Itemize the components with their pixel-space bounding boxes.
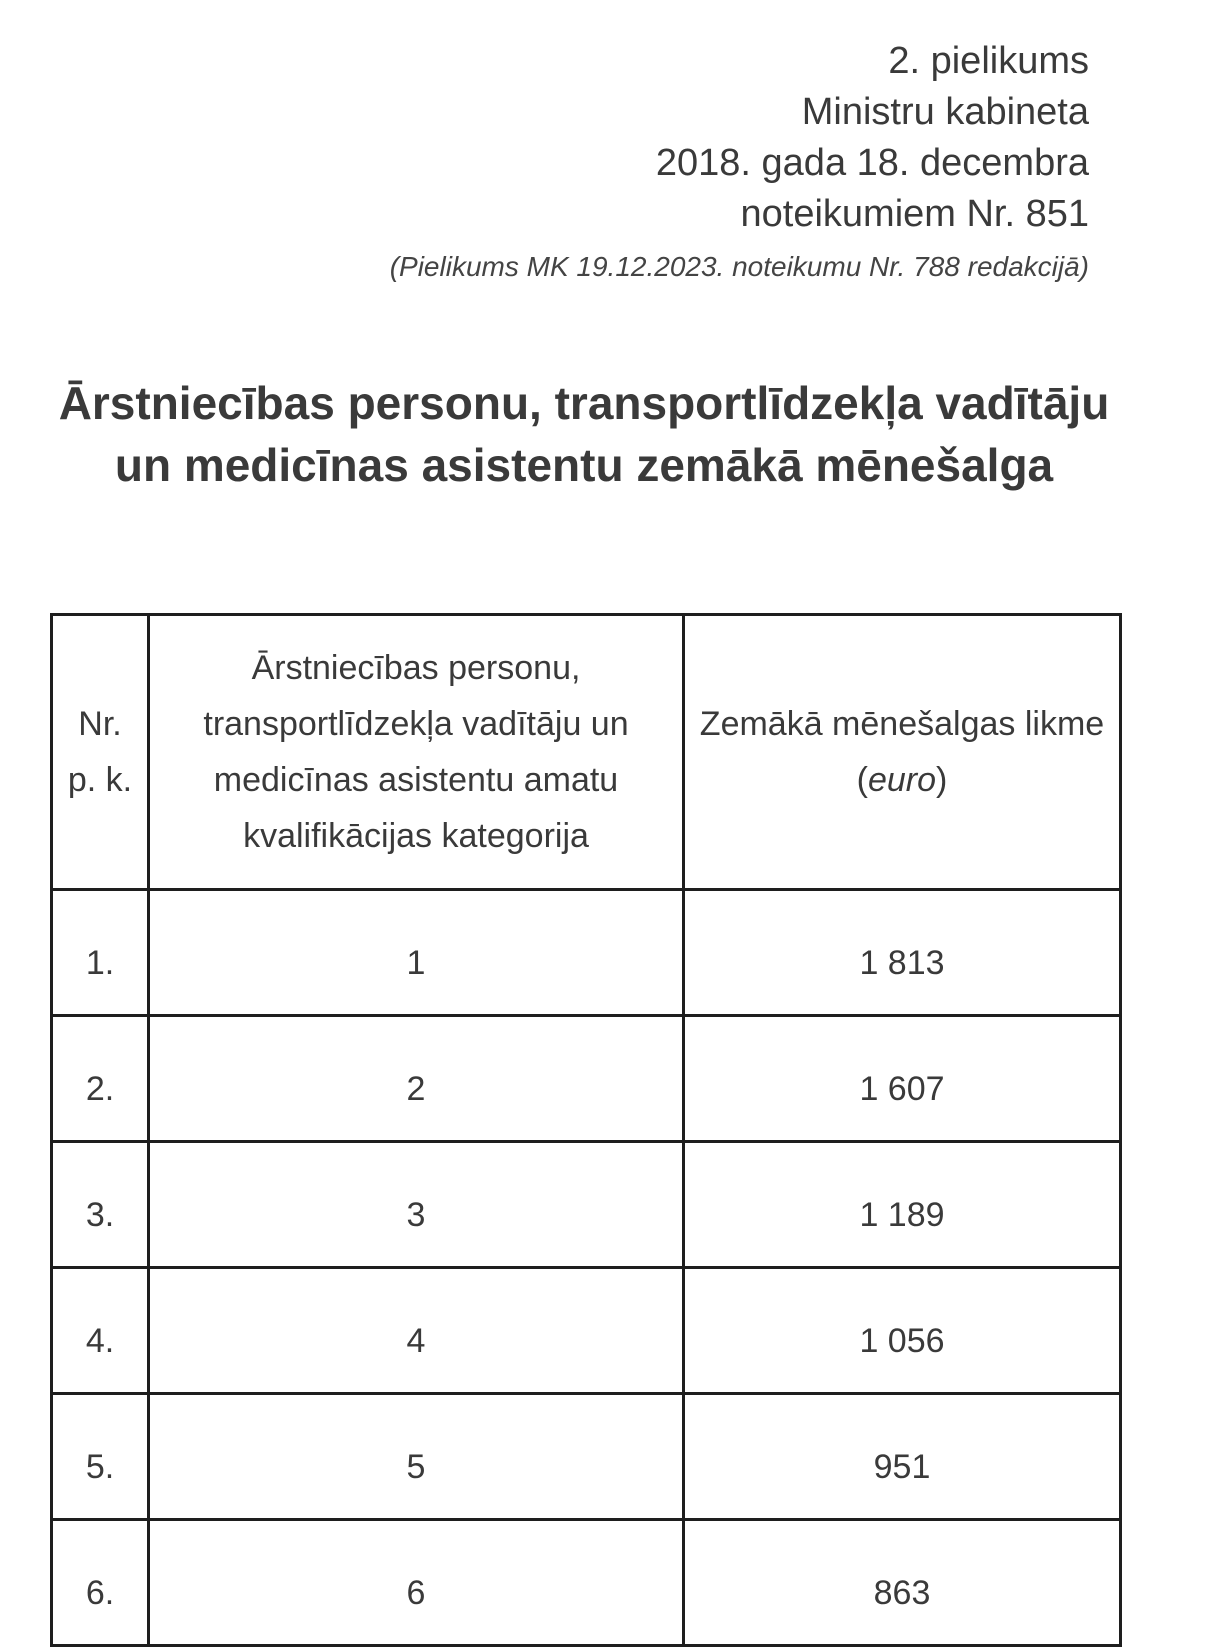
annex-header	[390, 36, 1089, 285]
table-header-row	[52, 615, 1121, 890]
row-category: 6	[149, 1520, 684, 1646]
salary-table	[50, 613, 1122, 1647]
row-rate: 1 056	[684, 1268, 1121, 1394]
annex-issuer: Ministru kabineta	[801, 91, 1089, 133]
header-rate-unit: euro	[867, 761, 937, 799]
annex-number: 2. pielikums	[888, 40, 1089, 82]
header-number: Nr. p. k.	[52, 615, 149, 890]
row-category: 1	[149, 890, 684, 1016]
row-category: 5	[149, 1394, 684, 1520]
row-number: 6.	[52, 1520, 149, 1646]
header-rate-prefix: Zemākā mēnešalgas likme (	[699, 705, 1105, 799]
table-row	[52, 1016, 1121, 1142]
row-category: 3	[149, 1142, 684, 1268]
row-category: 4	[149, 1268, 684, 1394]
header-rate-suffix: )	[936, 761, 948, 799]
amendment-note: (Pielikums MK 19.12.2023. noteikumu Nr. 788 redakcijā)	[389, 251, 1089, 282]
row-rate: 863	[684, 1520, 1121, 1646]
table-row	[52, 890, 1121, 1016]
row-rate: 951	[684, 1394, 1121, 1520]
row-number: 3.	[52, 1142, 149, 1268]
document-title: Ārstniecības personu, transportlīdzekļa vadītāju un medicīnas asistentu zemākā mēnešalga	[58, 377, 1110, 491]
table-row	[52, 1394, 1121, 1520]
table-row	[52, 1268, 1121, 1394]
annex-regulation-number: noteikumiem Nr. 851	[740, 193, 1089, 235]
row-rate: 1 813	[684, 890, 1121, 1016]
row-category: 2	[149, 1016, 684, 1142]
row-number: 5.	[52, 1394, 149, 1520]
header-category: Ārstniecības personu, transportlīdzekļa vadītāju un medicīnas asistentu amatu kvalifikācijas kategorija	[149, 615, 684, 890]
row-rate: 1 189	[684, 1142, 1121, 1268]
row-number: 2.	[52, 1016, 149, 1142]
row-number: 1.	[52, 890, 149, 1016]
table-row	[52, 1142, 1121, 1268]
annex-date: 2018. gada 18. decembra	[655, 142, 1089, 184]
table-row	[52, 1520, 1121, 1646]
row-number: 4.	[52, 1268, 149, 1394]
row-rate: 1 607	[684, 1016, 1121, 1142]
header-rate	[684, 615, 1121, 890]
